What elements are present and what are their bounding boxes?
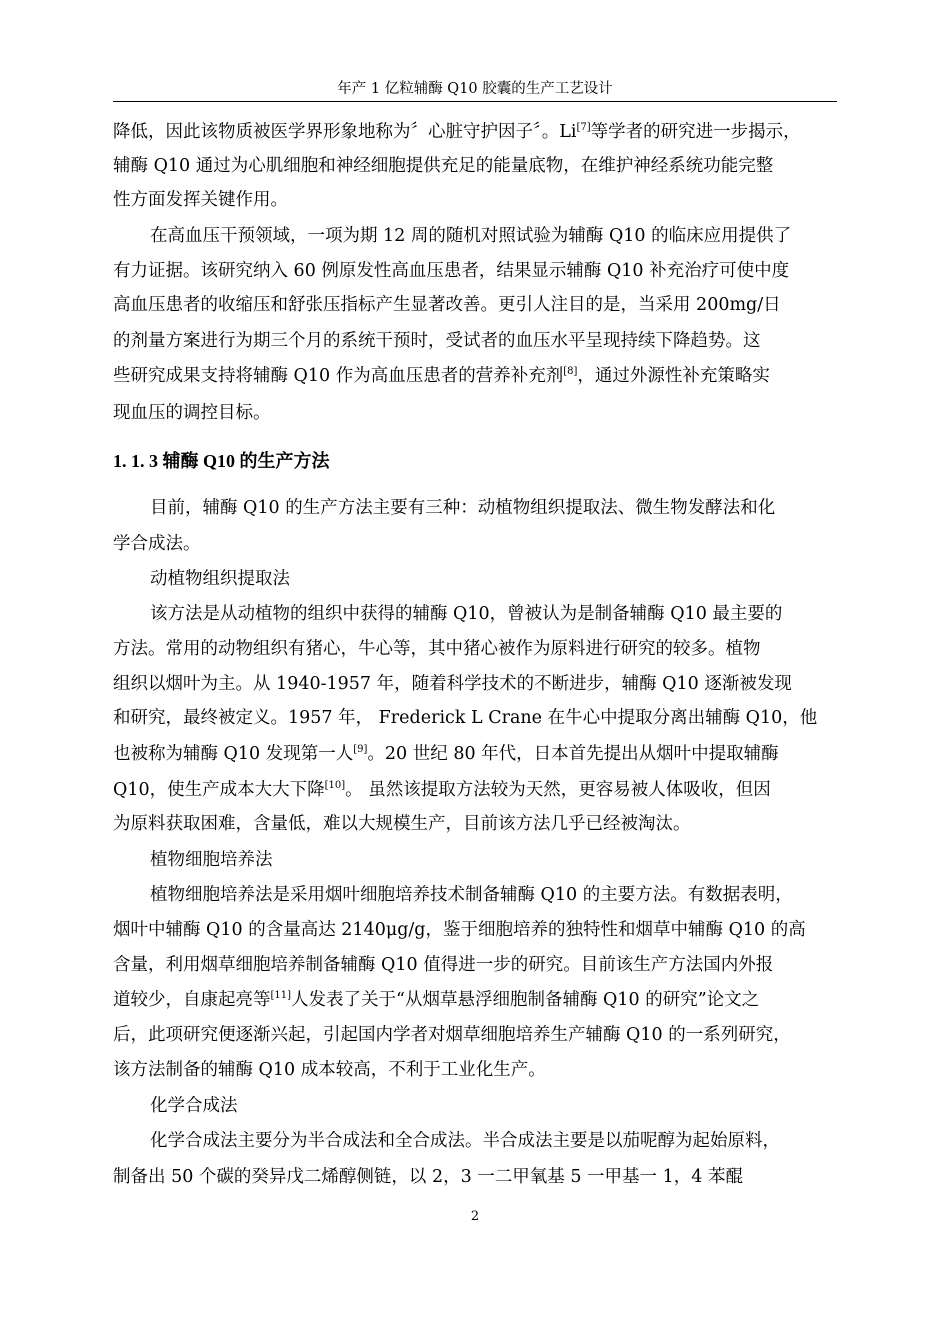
body-line: 也被称为辅酶 Q10 发现第一人[9]。20 世纪 80 年代，日本首先提出从烟叶中提取辅酶 [113,744,779,764]
citation: [11] [270,990,292,1001]
body-line: 些研究成果支持将辅酶 Q10 作为高血压患者的营养补充剂[8]，通过外源性补充策略实 [113,366,770,386]
section-heading: 1. 1. 3 辅酶 Q10 的生产方法 [113,451,330,471]
subsection-title: 植物细胞培养法 [150,850,273,870]
paragraph-start: 在高血压干预领域，一项为期 12 周的随机对照试验为辅酶 Q10 的临床应用提供了 [150,226,792,246]
page-number: 2 [470,1209,480,1224]
citation: [7] [576,122,591,133]
body-line: 为原料获取困难，含量低，难以大规模生产，目前该方法几乎已经被淘汰。 [113,814,691,834]
body-line: 性方面发挥关键作用。 [113,190,288,210]
body-line: 有力证据。该研究纳入 60 例原发性高血压患者，结果显示辅酶 Q10 补充治疗可使中度 [113,261,790,281]
running-header: 年产 1 亿粒辅酶 Q10 胶囊的生产工艺设计 [337,81,613,97]
body-line: 的剂量方案进行为期三个月的系统干预时，受试者的血压水平呈现持续下降趋势。这 [113,331,761,351]
body-line: 降低，因此该物质被医学界形象地称为〞心脏守护因子〞。Li[7]等学者的研究进一步揭示， [113,122,801,142]
paragraph-start: 目前，辅酶 Q10 的生产方法主要有三种：动植物组织提取法、微生物发酵法和化 [150,498,776,518]
paragraph-start: 该方法是从动植物的组织中获得的辅酶 Q10，曾被认为是制备辅酶 Q10 最主要的 [150,604,783,624]
body-line: 该方法制备的辅酶 Q10 成本较高，不利于工业化生产。 [113,1060,546,1080]
body-line: 和研究，最终被定义。1957 年， Frederick L Crane 在牛心中提取分离出辅酶 Q10，他 [113,708,818,728]
citation: [9] [353,744,368,755]
body-line: 制备出 50 个碳的癸异戊二烯醇侧链，以 2，3 一二甲氧基 5 一甲基一 1，4 苯醌 [113,1167,743,1187]
body-line: 道较少，自康起亮等[11]人发表了关于“从烟草悬浮细胞制备辅酶 Q10 的研究”论文之 [113,990,760,1010]
body-line: 含量，利用烟草细胞培养制备辅酶 Q10 值得进一步的研究。目前该生产方法国内外报 [113,955,774,975]
citation: [10] [324,780,346,791]
body-line: 后，此项研究便逐渐兴起，引起国内学者对烟草细胞培养生产辅酶 Q10 的一系列研究， [113,1025,791,1045]
paragraph-start: 植物细胞培养法是采用烟叶细胞培养技术制备辅酶 Q10 的主要方法。有数据表明， [150,885,793,905]
body-line: 组织以烟叶为主。从 1940-1957 年，随着科学技术的不断进步，辅酶 Q10 逐渐被发现 [113,674,792,694]
body-line: 辅酶 Q10 通过为心肌细胞和神经细胞提供充足的能量底物，在维护神经系统功能完整 [113,156,774,176]
subsection-title: 动植物组织提取法 [150,569,290,589]
body-line: 烟叶中辅酶 Q10 的含量高达 2140μg/g，鉴于细胞培养的独特性和烟草中辅酶 Q10 的高 [113,920,806,940]
citation: [8] [563,366,578,377]
paragraph-start: 化学合成法主要分为半合成法和全合成法。半合成法主要是以茄呢醇为起始原料， [150,1131,780,1151]
body-line: 学合成法。 [113,534,201,554]
subsection-title: 化学合成法 [150,1096,238,1116]
body-line: Q10，使生产成本大大下降[10]。 虽然该提取方法较为天然，更容易被人体吸收，但因 [113,780,771,800]
header-rule [113,101,837,102]
body-line: 方法。常用的动物组织有猪心，牛心等，其中猪心被作为原料进行研究的较多。植物 [113,639,761,659]
body-line: 高血压患者的收缩压和舒张压指标产生显著改善。更引人注目的是，当采用 200mg/日 [113,295,781,315]
body-line: 现血压的调控目标。 [113,403,271,423]
